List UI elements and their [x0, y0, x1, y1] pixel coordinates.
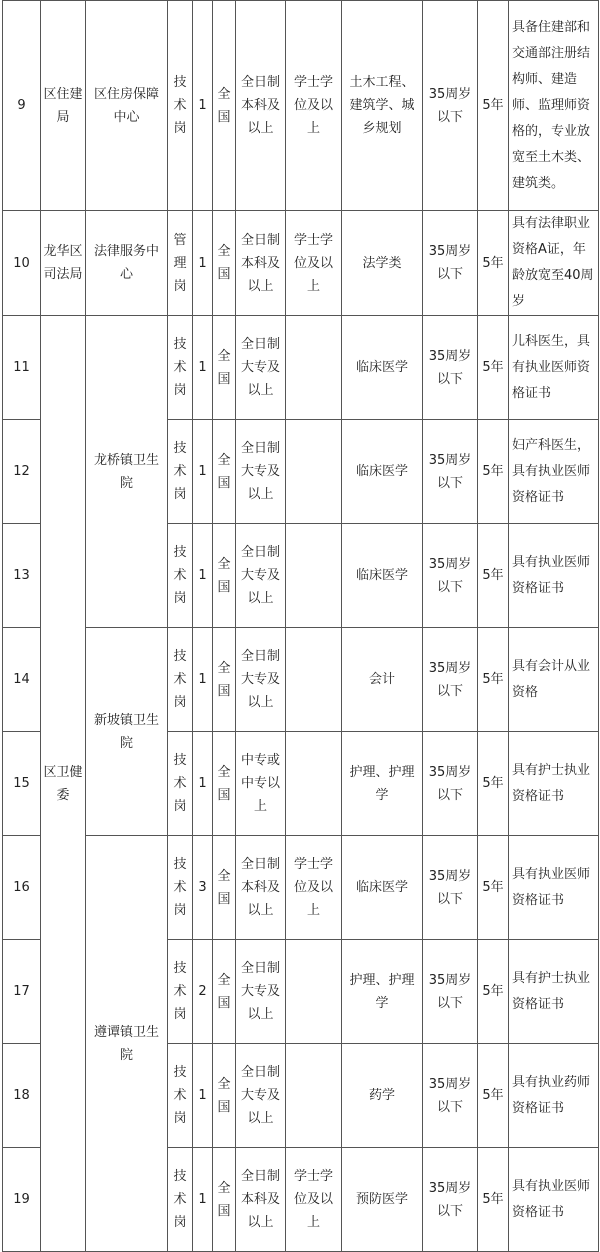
degree-cell: 学士学位及以上	[286, 836, 342, 940]
recruitment-table-sheet	[2, 0, 598, 1252]
degree-cell	[286, 628, 342, 732]
service-years-cell: 5年	[478, 316, 509, 420]
degree-cell	[286, 1044, 342, 1148]
headcount-cell: 1	[193, 732, 213, 836]
major-cell: 土木工程、建筑学、城乡规划	[342, 1, 423, 211]
post-type-cell: 技术岗	[168, 420, 193, 524]
education-cell: 全日制本科及以上	[236, 1, 286, 211]
post-type-cell: 管理岗	[168, 211, 193, 316]
scope-cell: 全国	[213, 732, 236, 836]
service-years-cell: 5年	[478, 524, 509, 628]
headcount-cell: 3	[193, 836, 213, 940]
service-years-cell: 5年	[478, 836, 509, 940]
requirements-cell: 具有护士执业资格证书	[509, 940, 599, 1044]
headcount-cell: 1	[193, 1, 213, 211]
post-type-cell: 技术岗	[168, 836, 193, 940]
service-years-cell: 5年	[478, 732, 509, 836]
scope-cell: 全国	[213, 420, 236, 524]
major-cell: 护理、护理学	[342, 940, 423, 1044]
unit-cell: 新坡镇卫生院	[86, 628, 168, 836]
headcount-cell: 1	[193, 1148, 213, 1252]
table-row	[3, 628, 599, 732]
service-years-cell: 5年	[478, 940, 509, 1044]
major-cell: 法学类	[342, 211, 423, 316]
degree-cell	[286, 940, 342, 1044]
requirements-cell: 具有会计从业资格	[509, 628, 599, 732]
service-years-cell: 5年	[478, 628, 509, 732]
unit-cell: 区住房保障中心	[86, 1, 168, 211]
post-type-cell: 技术岗	[168, 628, 193, 732]
scope-cell: 全国	[213, 1044, 236, 1148]
row-number: 13	[3, 524, 41, 628]
table-row	[3, 1, 599, 211]
row-number: 16	[3, 836, 41, 940]
row-number: 18	[3, 1044, 41, 1148]
major-cell: 临床医学	[342, 420, 423, 524]
scope-cell: 全国	[213, 836, 236, 940]
row-number: 15	[3, 732, 41, 836]
age-cell: 35周岁以下	[423, 524, 478, 628]
headcount-cell: 1	[193, 420, 213, 524]
degree-cell: 学士学位及以上	[286, 211, 342, 316]
requirements-cell: 具有执业医师资格证书	[509, 1148, 599, 1252]
post-type-cell: 技术岗	[168, 316, 193, 420]
row-number: 19	[3, 1148, 41, 1252]
degree-cell	[286, 316, 342, 420]
row-number: 14	[3, 628, 41, 732]
degree-cell: 学士学位及以上	[286, 1148, 342, 1252]
scope-cell: 全国	[213, 316, 236, 420]
education-cell: 全日制本科及以上	[236, 1148, 286, 1252]
headcount-cell: 2	[193, 940, 213, 1044]
education-cell: 全日制大专及以上	[236, 940, 286, 1044]
service-years-cell: 5年	[478, 1148, 509, 1252]
scope-cell: 全国	[213, 940, 236, 1044]
degree-cell	[286, 732, 342, 836]
major-cell: 会计	[342, 628, 423, 732]
age-cell: 35周岁以下	[423, 1148, 478, 1252]
scope-cell: 全国	[213, 628, 236, 732]
age-cell: 35周岁以下	[423, 1, 478, 211]
row-number: 17	[3, 940, 41, 1044]
service-years-cell: 5年	[478, 420, 509, 524]
post-type-cell: 技术岗	[168, 524, 193, 628]
post-type-cell: 技术岗	[168, 1, 193, 211]
age-cell: 35周岁以下	[423, 211, 478, 316]
degree-cell: 学士学位及以上	[286, 1, 342, 211]
age-cell: 35周岁以下	[423, 732, 478, 836]
row-number: 11	[3, 316, 41, 420]
table-row	[3, 836, 599, 940]
major-cell: 护理、护理学	[342, 732, 423, 836]
headcount-cell: 1	[193, 316, 213, 420]
recruitment-table	[2, 0, 599, 1252]
unit-cell: 龙桥镇卫生院	[86, 316, 168, 628]
scope-cell: 全国	[213, 211, 236, 316]
headcount-cell: 1	[193, 628, 213, 732]
post-type-cell: 技术岗	[168, 1148, 193, 1252]
major-cell: 临床医学	[342, 836, 423, 940]
scope-cell: 全国	[213, 1, 236, 211]
major-cell: 预防医学	[342, 1148, 423, 1252]
department-cell: 龙华区司法局	[41, 211, 86, 316]
age-cell: 35周岁以下	[423, 420, 478, 524]
age-cell: 35周岁以下	[423, 836, 478, 940]
education-cell: 全日制大专及以上	[236, 420, 286, 524]
requirements-cell: 妇产科医生，具有执业医师资格证书	[509, 420, 599, 524]
department-cell: 区住建局	[41, 1, 86, 211]
service-years-cell: 5年	[478, 1044, 509, 1148]
row-number: 9	[3, 1, 41, 211]
scope-cell: 全国	[213, 1148, 236, 1252]
service-years-cell: 5年	[478, 1, 509, 211]
age-cell: 35周岁以下	[423, 940, 478, 1044]
education-cell: 全日制本科及以上	[236, 211, 286, 316]
row-number: 12	[3, 420, 41, 524]
headcount-cell: 1	[193, 211, 213, 316]
requirements-cell: 具有执业医师资格证书	[509, 524, 599, 628]
age-cell: 35周岁以下	[423, 316, 478, 420]
requirements-cell: 具有法律职业资格A证，年龄放宽至40周岁	[509, 211, 599, 316]
education-cell: 全日制大专及以上	[236, 524, 286, 628]
unit-cell: 法律服务中心	[86, 211, 168, 316]
requirements-cell: 具备住建部和交通部注册结构师、建造师、监理师资格的，专业放宽至土木类、建筑类。	[509, 1, 599, 211]
education-cell: 全日制本科及以上	[236, 836, 286, 940]
table-row	[3, 211, 599, 316]
education-cell: 中专或中专以上	[236, 732, 286, 836]
table-row	[3, 316, 599, 420]
post-type-cell: 技术岗	[168, 732, 193, 836]
degree-cell	[286, 420, 342, 524]
requirements-cell: 具有执业医师资格证书	[509, 836, 599, 940]
age-cell: 35周岁以下	[423, 628, 478, 732]
requirements-cell: 具有执业药师资格证书	[509, 1044, 599, 1148]
education-cell: 全日制大专及以上	[236, 316, 286, 420]
requirements-cell: 儿科医生，具有执业医师资格证书	[509, 316, 599, 420]
service-years-cell: 5年	[478, 211, 509, 316]
row-number: 10	[3, 211, 41, 316]
post-type-cell: 技术岗	[168, 940, 193, 1044]
post-type-cell: 技术岗	[168, 1044, 193, 1148]
major-cell: 临床医学	[342, 524, 423, 628]
requirements-cell: 具有护士执业资格证书	[509, 732, 599, 836]
degree-cell	[286, 524, 342, 628]
age-cell: 35周岁以下	[423, 1044, 478, 1148]
education-cell: 全日制大专及以上	[236, 628, 286, 732]
unit-cell: 遵谭镇卫生院	[86, 836, 168, 1252]
major-cell: 药学	[342, 1044, 423, 1148]
headcount-cell: 1	[193, 524, 213, 628]
department-cell: 区卫健委	[41, 316, 86, 1252]
headcount-cell: 1	[193, 1044, 213, 1148]
major-cell: 临床医学	[342, 316, 423, 420]
education-cell: 全日制大专及以上	[236, 1044, 286, 1148]
scope-cell: 全国	[213, 524, 236, 628]
